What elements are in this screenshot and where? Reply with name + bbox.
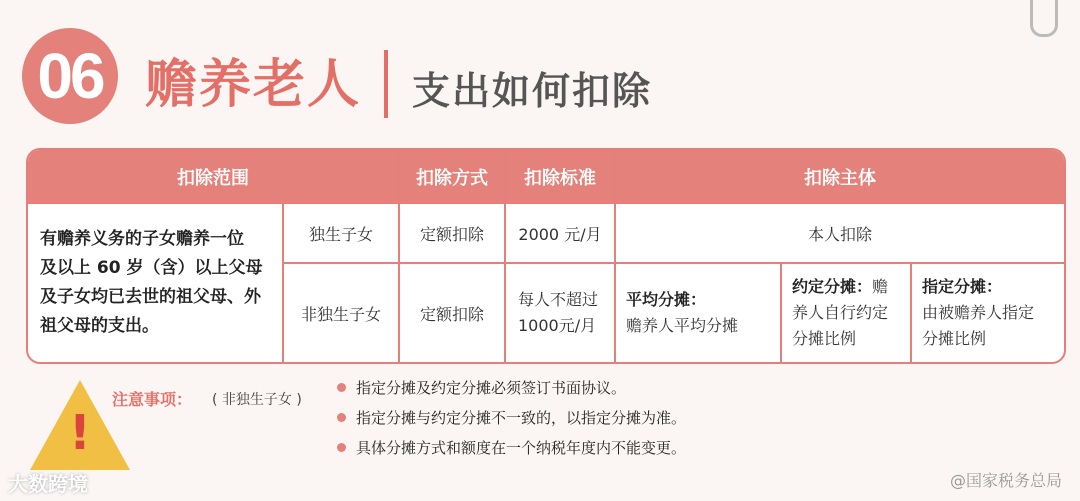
title-divider xyxy=(384,50,388,118)
share-title: 平均分摊： xyxy=(626,290,707,309)
notice-item: 具体分摊方式和额度在一个纳税年度内不能变更。 xyxy=(337,437,686,458)
column-header-scope: 扣除范围 xyxy=(177,168,249,189)
share-text: 分摊比例 xyxy=(792,329,857,348)
row-standard xyxy=(506,264,614,362)
notice-item: 指定分摊与约定分摊不一致的，以指定分摊为准。 xyxy=(337,407,686,428)
notice-item: 指定分摊及约定分摊必须签订书面协议。 xyxy=(337,377,626,398)
notice-label: 注意事项： xyxy=(112,390,193,409)
column-header-method: 扣除方式 xyxy=(416,168,488,189)
scope-description xyxy=(28,204,282,362)
page-title: 赡养老人 xyxy=(145,55,362,115)
row-method: 定额扣除 xyxy=(419,224,484,244)
share-designated xyxy=(912,264,1064,362)
share-title: 约定分摊： xyxy=(792,277,873,296)
column-header-standard: 扣除标准 xyxy=(524,168,596,189)
row-subject: 本人扣除 xyxy=(807,224,872,244)
column-header-subject: 扣除主体 xyxy=(804,168,876,189)
share-text: 赡养人平均分摊 xyxy=(626,316,739,335)
row-category: 非独生子女 xyxy=(300,304,381,324)
share-text: 赡 xyxy=(872,277,889,296)
scope-line: 有赡养义务的子女赡养一位 xyxy=(40,229,244,249)
share-agreed xyxy=(782,264,910,362)
notice-subtitle: ( 非独生子女 ) xyxy=(212,392,302,408)
share-text: 分摊比例 xyxy=(922,329,987,348)
row-standard: 2000 元/月 xyxy=(518,224,602,244)
share-average xyxy=(616,264,780,362)
section-number-badge xyxy=(22,28,118,124)
scope-line: 及以上 60 岁（含）以上父母 xyxy=(40,258,263,278)
source-watermark: @国家税务总局 xyxy=(949,471,1062,490)
standard-line: 1000元/月 xyxy=(518,316,597,335)
row-category: 独生子女 xyxy=(308,224,373,244)
page-subtitle: 支出如何扣除 xyxy=(412,69,653,113)
brand-logo: 大数跨境 xyxy=(8,472,88,496)
bullet-icon xyxy=(337,383,346,392)
share-text: 养人自行约定 xyxy=(792,303,889,322)
paperclip-icon xyxy=(1030,0,1058,37)
deduction-table xyxy=(26,148,1066,364)
scope-line: 祖父母的支出。 xyxy=(40,316,159,336)
share-text: 由被赡养人指定 xyxy=(922,303,1035,322)
bullet-icon xyxy=(337,413,346,422)
scope-line: 及子女均已去世的祖父母、外 xyxy=(40,287,261,307)
exclamation-icon: ! xyxy=(69,405,91,461)
share-title: 指定分摊： xyxy=(922,277,1003,296)
row-method: 定额扣除 xyxy=(419,304,484,324)
bullet-icon xyxy=(337,443,346,452)
section-number: 06 xyxy=(37,40,103,112)
standard-line: 每人不超过 xyxy=(518,290,599,309)
